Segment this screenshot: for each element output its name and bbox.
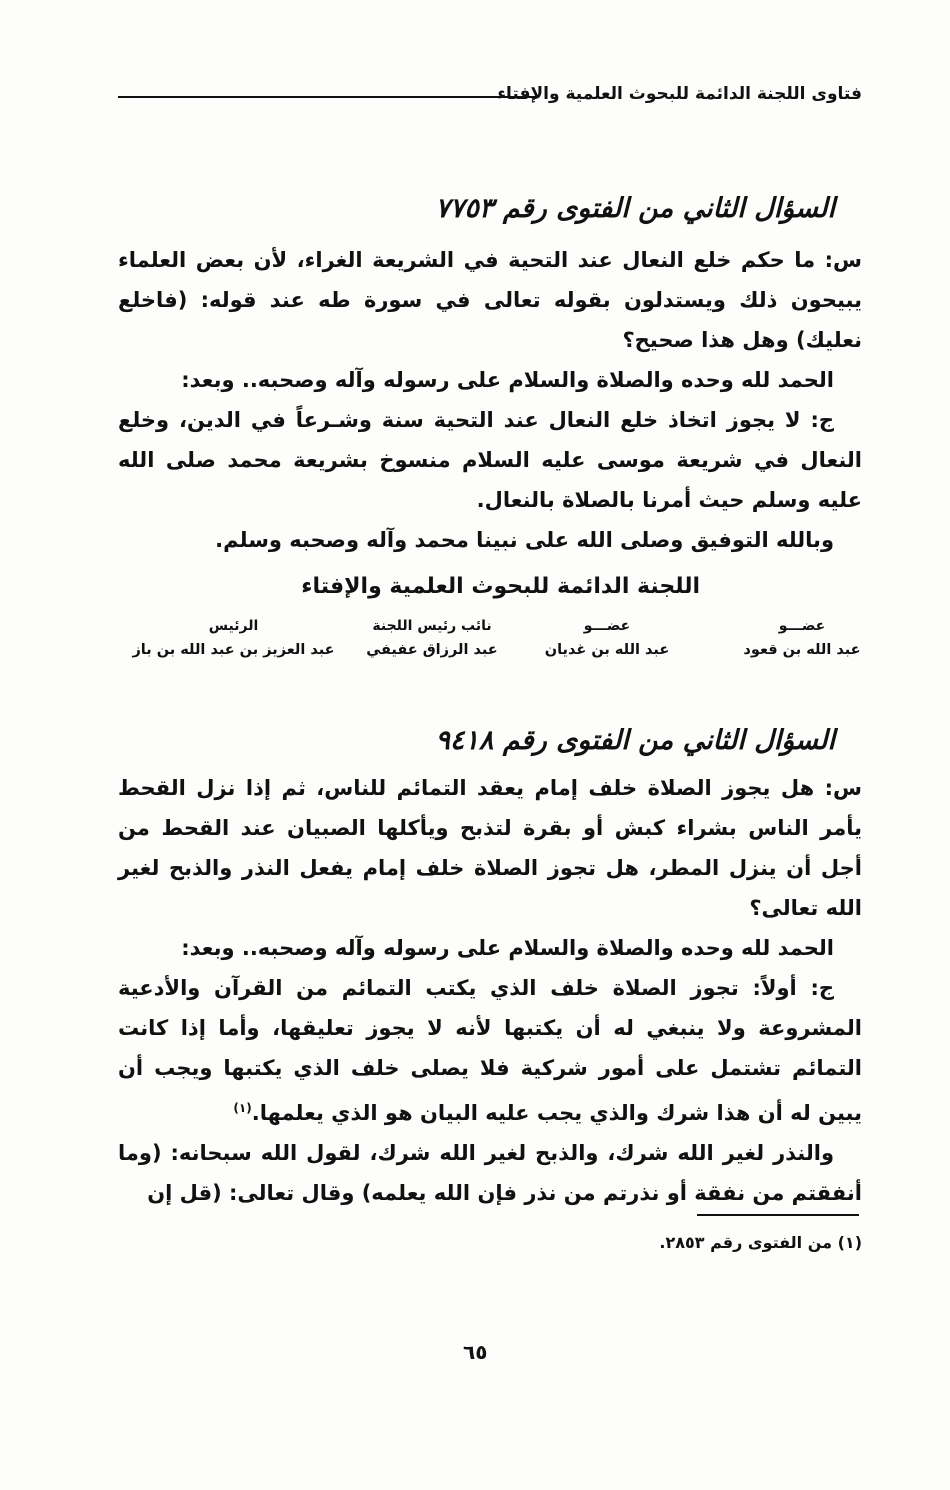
q2-praise: الحمد لله وحده والصلاة والسلام على رسوله وآله وصحبه.. وبعد: bbox=[181, 936, 834, 960]
signatory-name: عبد الله بن غديان bbox=[544, 642, 670, 658]
signatory-name: عبد العزيز بن عبد الله بن باز bbox=[132, 642, 335, 658]
signatory bbox=[542, 618, 672, 658]
q1-praise: الحمد لله وحده والصلاة والسلام على رسوله وآله وصحبه.. وبعد: bbox=[181, 368, 834, 392]
signatory bbox=[120, 618, 347, 658]
q1-body bbox=[118, 240, 862, 560]
q2-answer-2: والنذر لغير الله شرك، والذبح لغير الله شرك، لقول الله سبحانه: (وما أنفقتم من نفقة أو نذرتم من نذر فإن الله يعلمه) وقال تعالى: (قل إن bbox=[118, 1141, 862, 1205]
q2-question: س: هل يجوز الصلاة خلف إمام يعقد التمائم للناس، ثم إذا نزل القحط يأمر الناس بشراء كبش أو بقرة لتذبح ويأكلها الصبيان عند القحط من أجل أن ينزل المطر، هل تجوز الصلاة خلف إمام يفعل النذر والذبح لغير الله تعالى؟ bbox=[118, 776, 862, 920]
signatory-title: نائب رئيس اللجنة bbox=[372, 618, 492, 634]
q1-closing: وبالله التوفيق وصلى الله على نبينا محمد وآله وصحبه وسلم. bbox=[215, 528, 834, 552]
header-rule bbox=[118, 96, 538, 98]
page-number: ٦٥ bbox=[463, 1340, 488, 1364]
q2-answer-1 bbox=[118, 968, 862, 1133]
footnote-rule bbox=[697, 1214, 859, 1216]
signatory-title: الرئيس bbox=[208, 618, 259, 634]
q2-title: السؤال الثاني من الفتوى رقم ٩٤١٨ bbox=[435, 725, 835, 756]
running-header: فتاوى اللجنة الدائمة للبحوث العلمية والإفتاء bbox=[497, 84, 862, 104]
signatory-title: عضـــو bbox=[583, 618, 631, 634]
footnote-marker: (١) bbox=[233, 1101, 252, 1115]
signatory bbox=[742, 618, 862, 658]
committee-name: اللجنة الدائمة للبحوث العلمية والإفتاء bbox=[301, 574, 700, 599]
signatures bbox=[120, 618, 862, 674]
signatory bbox=[357, 618, 507, 658]
q2-answer-1-text: ج: أولاً: تجوز الصلاة خلف الذي يكتب التمائم من القرآن والأدعية المشروعة ولا ينبغي له أن يكتبها لأنه لا يجوز تعليقها، وأما إذا كانت التمائم تشتمل على أمور شركية فلا يصلى خلف الذي يكتبها ويجب أن يبين له أن هذا شرك والذي يجب عليه البيان هو الذي يعلمها. bbox=[118, 976, 862, 1125]
q1-answer: ج: لا يجوز اتخاذ خلع النعال عند التحية سنة وشـرعاً في الدين، وخلع النعال في شريعة موسى عليه السلام منسوخ بشريعة محمد صلى الله عليه وسلم حيث أمرنا بالصلاة بالنعال. bbox=[118, 408, 862, 512]
footnote: (١) من الفتوى رقم ٢٨٥٣. bbox=[659, 1233, 862, 1252]
q1-question: س: ما حكم خلع النعال عند التحية في الشريعة الغراء، لأن بعض العلماء يبيحون ذلك ويستدلون بقوله تعالى في سورة طه عند قوله: (فاخلع نعليك) وهل هذا صحيح؟ bbox=[118, 248, 862, 352]
signatory-title: عضـــو bbox=[778, 618, 826, 634]
q2-body bbox=[118, 768, 862, 1213]
signatory-name: عبد الله بن قعود bbox=[743, 642, 861, 658]
q1-title: السؤال الثاني من الفتوى رقم ٧٧٥٣ bbox=[435, 193, 835, 224]
signatory-name: عبد الرزاق عفيفي bbox=[366, 642, 498, 658]
